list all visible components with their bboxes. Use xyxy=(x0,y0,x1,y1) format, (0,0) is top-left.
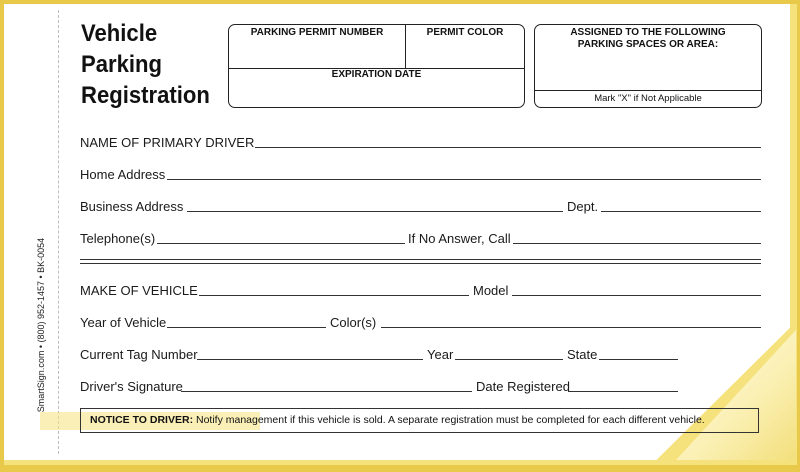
if-no-answer-field[interactable] xyxy=(513,243,761,244)
if-no-answer-label: If No Answer, Call xyxy=(408,231,511,246)
year-of-vehicle-field[interactable] xyxy=(167,327,326,328)
primary-driver-label: NAME OF PRIMARY DRIVER xyxy=(80,135,255,150)
state-field[interactable] xyxy=(599,359,678,360)
date-registered-field[interactable] xyxy=(568,391,678,392)
form-title xyxy=(81,18,219,111)
home-address-label: Home Address xyxy=(80,167,166,182)
business-address-field[interactable] xyxy=(187,211,563,212)
section-divider-bottom xyxy=(80,263,761,264)
primary-driver-field[interactable] xyxy=(255,147,761,148)
dept-label: Dept. xyxy=(567,199,599,214)
year-field[interactable] xyxy=(455,359,563,360)
expiration-date-label: EXPIRATION DATE xyxy=(331,69,422,80)
current-tag-field[interactable] xyxy=(197,359,423,360)
model-label: Model xyxy=(473,283,509,298)
business-address-label: Business Address xyxy=(80,199,184,214)
make-of-vehicle-field[interactable] xyxy=(199,295,469,296)
assigned-label-line-1: ASSIGNED TO THE FOLLOWING xyxy=(570,27,726,38)
title-line-1: Vehicle xyxy=(81,20,158,47)
drivers-signature-field[interactable] xyxy=(181,391,472,392)
colors-label: Color(s) xyxy=(330,315,377,330)
telephone-field[interactable] xyxy=(157,243,405,244)
colors-field[interactable] xyxy=(381,327,761,328)
title-line-2: Parking xyxy=(81,51,162,78)
assigned-spaces-box xyxy=(534,24,762,108)
model-field[interactable] xyxy=(512,295,761,296)
dept-field[interactable] xyxy=(601,211,761,212)
notice-box xyxy=(80,408,759,433)
notice-heading: NOTICE TO DRIVER: xyxy=(90,414,194,426)
perforation-line xyxy=(58,10,59,454)
home-address-field[interactable] xyxy=(167,179,761,180)
not-applicable-note: Mark "X" if Not Applicable xyxy=(594,93,702,104)
section-divider-top xyxy=(80,259,761,260)
notice-text: Notify management if this vehicle is sold. A separate registration must be completed for each different vehicle. xyxy=(195,414,705,426)
permit-number-label: PARKING PERMIT NUMBER xyxy=(250,27,384,38)
assigned-label-line-2: PARKING SPACES OR AREA: xyxy=(577,39,719,50)
drivers-signature-label: Driver's Signature xyxy=(80,379,183,394)
year-of-vehicle-label: Year of Vehicle xyxy=(80,315,167,330)
telephone-label: Telephone(s) xyxy=(80,231,156,246)
date-registered-label: Date Registered xyxy=(476,379,570,394)
make-of-vehicle-label: MAKE OF VEHICLE xyxy=(80,283,198,298)
permit-color-label: PERMIT COLOR xyxy=(426,27,504,38)
permit-box xyxy=(228,24,525,108)
title-line-3: Registration xyxy=(81,82,210,109)
state-label: State xyxy=(567,347,598,362)
assigned-box-divider xyxy=(535,90,761,91)
year-label: Year xyxy=(427,347,454,362)
current-tag-label: Current Tag Number xyxy=(80,347,198,362)
